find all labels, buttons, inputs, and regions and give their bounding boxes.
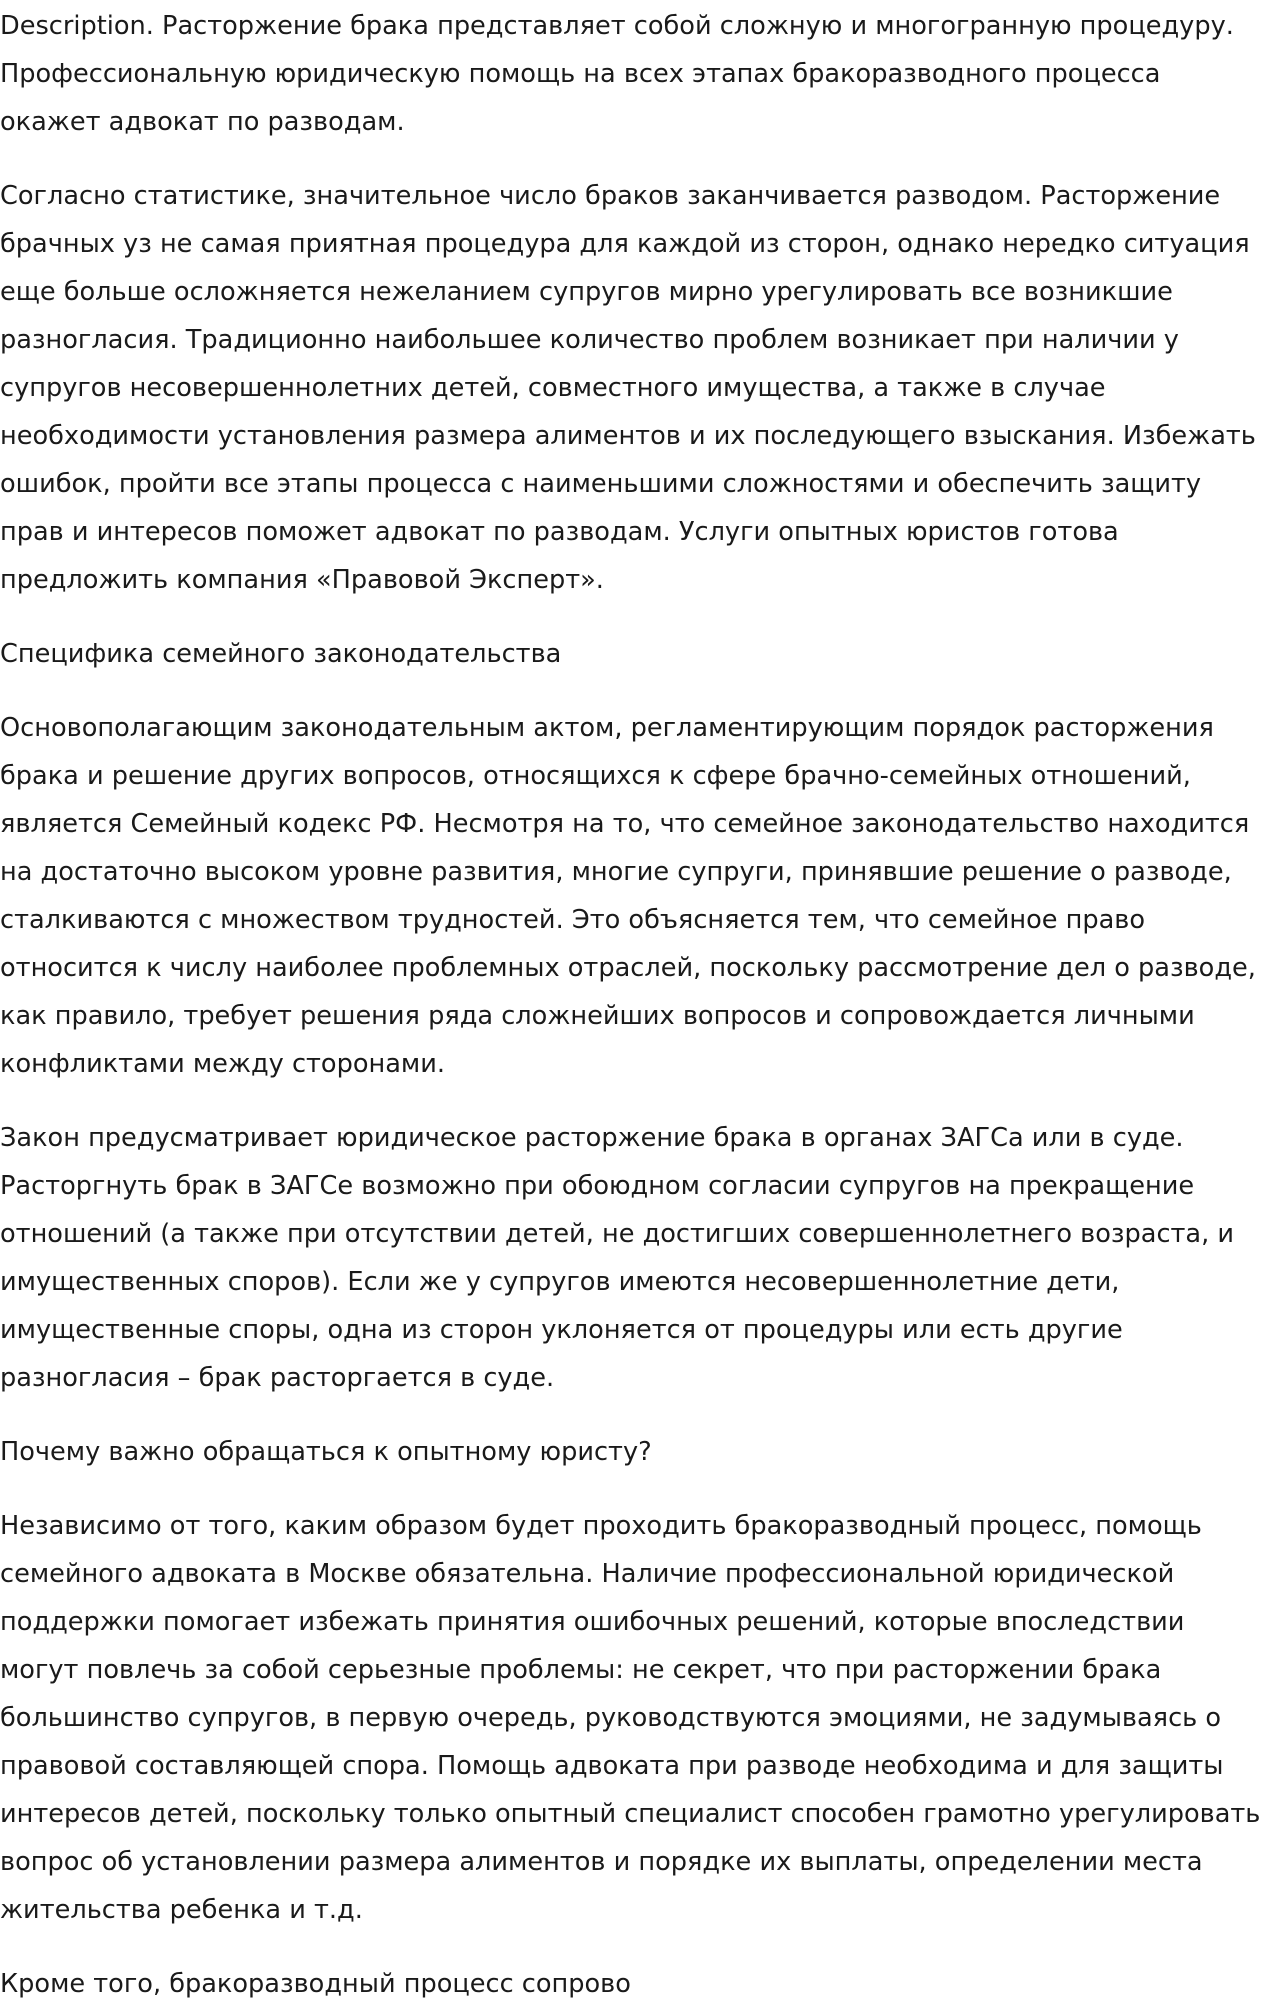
section-heading-why-lawyer: Почему важно обращаться к опытному юристу? xyxy=(0,1437,652,1467)
article-paragraph-lawyer-help: Независимо от того, каким образом будет проходить бракоразводный процесс, помощь семейного адвоката в Москве обязательна. Наличие профессиональной юридической поддержки помогает избежать принятия ошибочных решений, которые впоследствии могут повлечь за собой серьезные проблемы: не секрет, что при расторжении брака большинство супругов, в первую очередь, руководствуются эмоциями, не задумываясь о правовой составляющей спора. Помощь адвоката при разводе необходима и для защиты интересов детей, поскольку только опытный специалист способен грамотно урегулировать вопрос об установлении размера алиментов и порядке их выплаты, определении места жительства ребенка и т.д. xyxy=(0,1511,1261,1925)
article-body xyxy=(0,2,1268,2006)
section-heading-family-law: Специфика семейного законодательства xyxy=(0,639,562,669)
article-paragraph-family-code: Основополагающим законодательным актом, регламентирующим порядок расторжения брака и решение других вопросов, относящихся к сфере брачно-семейных отношений, является Семейный кодекс РФ. Несмотря на то, что семейное законодательство находится на достаточно высоком уровне развития, многие супруги, принявшие решение о разводе, сталкиваются с множеством трудностей. Это объясняется тем, что семейное право относится к числу наиболее проблемных отраслей, поскольку рассмотрение дел о разводе, как правило, требует решения ряда сложнейших вопросов и сопровождается личными конфликтами между сторонами. xyxy=(0,713,1256,1079)
article-paragraph-divorce-procedure: Закон предусматривает юридическое расторжение брака в органах ЗАГСа или в суде. Расторгнуть брак в ЗАГСе возможно при обоюдном согласии супругов на прекращение отношений (а также при отсутствии детей, не достигших совершеннолетнего возраста, и имущественных споров). Если же у супругов имеются несовершеннолетние дети, имущественные споры, одна из сторон уклоняется от процедуры или есть другие разногласия – брак расторгается в суде. xyxy=(0,1123,1235,1393)
article-paragraph-statistics: Согласно статистике, значительное число браков заканчивается разводом. Расторжение брачных уз не самая приятная процедура для каждой из сторон, однако нередко ситуация еще больше осложняется нежеланием супругов мирно урегулировать все возникшие разногласия. Традиционно наибольшее количество проблем возникает при наличии у супругов несовершеннолетних детей, совместного имущества, а также в случае необходимости установления размера алиментов и их последующего взыскания. Избежать ошибок, пройти все этапы процесса с наименьшими сложностями и обеспечить защиту прав и интересов поможет адвокат по разводам. Услуги опытных юристов готова предложить компания «Правовой Эксперт». xyxy=(0,181,1256,595)
article-paragraph-truncated: Кроме того, бракоразводный процесс сопрово xyxy=(0,1969,631,1999)
article-paragraph-description: Description. Расторжение брака представляет собой сложную и многогранную процедуру. Профессиональную юридическую помощь на всех этапах бракоразводного процесса окажет адвокат по разводам. xyxy=(0,11,1234,137)
